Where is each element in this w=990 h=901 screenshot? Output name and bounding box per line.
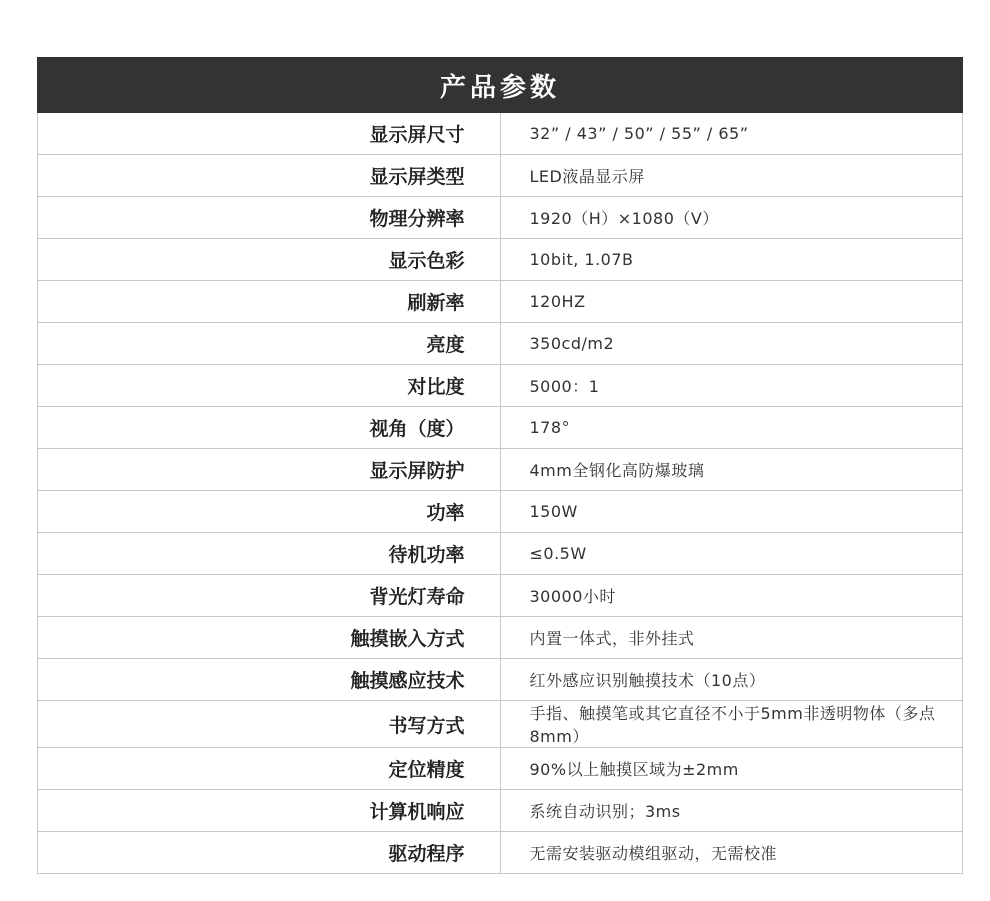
spec-label: 驱动程序 [38, 832, 501, 874]
spec-label: 亮度 [38, 323, 501, 365]
table-title: 产品参数 [38, 58, 963, 113]
spec-value: 5000：1 [500, 365, 963, 407]
table-row [38, 533, 963, 575]
spec-label: 物理分辨率 [38, 197, 501, 239]
spec-value: 10bit, 1.07B [500, 239, 963, 281]
spec-label: 视角（度） [38, 407, 501, 449]
spec-value: 178° [500, 407, 963, 449]
spec-label: 刷新率 [38, 281, 501, 323]
spec-value: 内置一体式，非外挂式 [500, 617, 963, 659]
spec-label: 功率 [38, 491, 501, 533]
spec-value: 350cd/m2 [500, 323, 963, 365]
spec-value: ≤0.5W [500, 533, 963, 575]
table-row [38, 365, 963, 407]
spec-value: 120HZ [500, 281, 963, 323]
table-row [38, 832, 963, 874]
spec-label: 触摸感应技术 [38, 659, 501, 701]
spec-value: 系统自动识别；3ms [500, 790, 963, 832]
table-title-row [38, 58, 963, 113]
spec-label: 待机功率 [38, 533, 501, 575]
table-row [38, 407, 963, 449]
spec-value: 4mm全钢化高防爆玻璃 [500, 449, 963, 491]
spec-label: 显示屏尺寸 [38, 113, 501, 155]
spec-value: 90%以上触摸区域为±2mm [500, 748, 963, 790]
spec-value: 32” / 43” / 50” / 55” / 65” [500, 113, 963, 155]
table-row [38, 748, 963, 790]
table-row [38, 701, 963, 748]
table-row [38, 790, 963, 832]
table-row [38, 449, 963, 491]
spec-label: 计算机响应 [38, 790, 501, 832]
spec-label: 对比度 [38, 365, 501, 407]
table-row [38, 113, 963, 155]
spec-value: 150W [500, 491, 963, 533]
table-row [38, 197, 963, 239]
product-spec-table [37, 57, 963, 874]
table-row [38, 281, 963, 323]
spec-value: 30000小时 [500, 575, 963, 617]
table-row [38, 575, 963, 617]
table-row [38, 491, 963, 533]
table-row [38, 323, 963, 365]
spec-label: 背光灯寿命 [38, 575, 501, 617]
table-row [38, 659, 963, 701]
table-row [38, 617, 963, 659]
spec-label: 定位精度 [38, 748, 501, 790]
spec-label: 触摸嵌入方式 [38, 617, 501, 659]
spec-value: 无需安装驱动模组驱动，无需校准 [500, 832, 963, 874]
spec-value: 手指、触摸笔或其它直径不小于5mm非透明物体（多点8mm） [500, 701, 963, 748]
spec-label: 显示屏防护 [38, 449, 501, 491]
spec-value: 红外感应识别触摸技术（10点） [500, 659, 963, 701]
spec-label: 显示色彩 [38, 239, 501, 281]
spec-value: 1920（H）×1080（V） [500, 197, 963, 239]
table-row [38, 239, 963, 281]
table-row [38, 155, 963, 197]
spec-label: 书写方式 [38, 701, 501, 748]
spec-value: LED液晶显示屏 [500, 155, 963, 197]
spec-label: 显示屏类型 [38, 155, 501, 197]
